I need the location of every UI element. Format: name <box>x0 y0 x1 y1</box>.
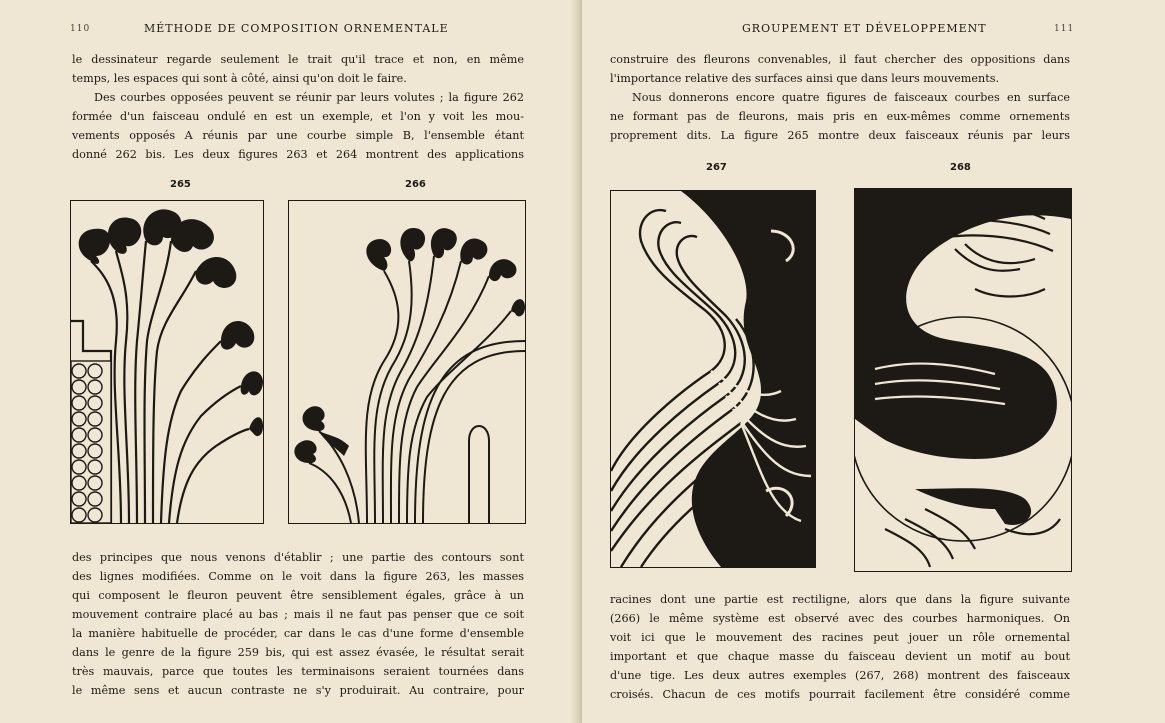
right-top-text <box>610 50 1070 145</box>
text-line: vements opposés A réunis par une courbe simple B, l'ensemble étant <box>72 129 524 142</box>
text-line: formée d'un faisceau ondulé en est un exemple, et l'on y voit les mou- <box>72 110 524 123</box>
figure-267 <box>610 190 816 568</box>
figure-266 <box>288 200 526 524</box>
left-top-text <box>72 50 524 164</box>
text-line: la manière habituelle de procéder, car dans le cas d'une forme d'ensemble <box>72 627 524 640</box>
left-running-head: MÉTHODE DE COMPOSITION ORNEMENTALE <box>144 22 449 35</box>
text-line: racines dont une partie est rectiligne, alors que dans la figure suivante <box>610 593 1070 606</box>
text-line: (266) le même système est observé avec des courbes harmoniques. On <box>610 612 1070 625</box>
figure-266-ornament <box>289 201 525 523</box>
figure-266-label: 266 <box>405 179 426 190</box>
right-bottom-text <box>610 590 1070 704</box>
figure-268 <box>854 188 1072 572</box>
text-line: mouvement contraire placé au bas ; mais il ne faut pas penser que ce soit <box>72 608 524 621</box>
text-line: des principes que nous venons d'établir ; une partie des contours sont <box>72 551 524 564</box>
right-page-number: 111 <box>1054 24 1075 34</box>
right-page <box>582 0 1165 723</box>
text-line: Nous donnerons encore quatre figures de faisceaux courbes en surface <box>632 91 1070 104</box>
text-line: des lignes modifiées. Comme on le voit dans la figure 263, les masses <box>72 570 524 583</box>
text-line: construire des fleurons convenables, il faut chercher des oppositions dans <box>610 53 1070 66</box>
figure-265 <box>70 200 264 524</box>
text-line: proprement dits. La figure 265 montre deux faisceaux réunis par leurs <box>610 129 1070 142</box>
text-line: très mauvais, parce que toutes les terminaisons seraient tournées dans <box>72 665 524 678</box>
left-bottom-text <box>72 548 524 700</box>
figure-268-ornament <box>855 189 1071 571</box>
text-line: qui composent le fleuron peuvent être sensiblement égales, grâce à un <box>72 589 524 602</box>
text-line: l'importance relative des surfaces ainsi que dans leurs mouvements. <box>610 72 1000 85</box>
text-line: ne formant pas de fleurons, mais pris en eux-mêmes comme ornements <box>610 110 1070 123</box>
text-line: dans le genre de la figure 259 bis, qui est assez évasée, le résultat serait <box>72 646 524 659</box>
text-line: voit ici que le mouvement des racines peut jouer un rôle ornemental <box>610 631 1070 644</box>
text-line: croisés. Chacun de ces motifs pourrait facilement être considéré comme <box>610 688 1070 701</box>
figure-267-ornament <box>611 191 815 567</box>
text-line: Des courbes opposées peuvent se réunir par leurs volutes ; la figure 262 <box>94 91 524 104</box>
figure-267-label: 267 <box>706 162 727 173</box>
text-line: d'une tige. Les deux autres exemples (267, 268) montrent des faisceaux <box>610 669 1070 682</box>
text-line: important et que chaque masse du faisceau devient un motif au bout <box>610 650 1070 663</box>
figure-265-ornament <box>71 201 263 523</box>
figure-268-label: 268 <box>950 162 971 173</box>
left-page <box>0 0 580 723</box>
right-running-head: GROUPEMENT ET DÉVELOPPEMENT <box>742 22 987 35</box>
text-line: le dessinateur regarde seulement le trait qu'il trace et non, en même <box>72 53 524 66</box>
figure-265-label: 265 <box>170 179 191 190</box>
text-line: donné 262 bis. Les deux figures 263 et 264 montrent des applications <box>72 148 524 161</box>
left-page-number: 110 <box>70 24 91 34</box>
text-line: temps, les espaces qui sont à côté, ainsi qu'on doit le faire. <box>72 72 407 85</box>
text-line: le même sens et aucun contraste ne s'y produirait. Au contraire, pour <box>72 684 524 697</box>
